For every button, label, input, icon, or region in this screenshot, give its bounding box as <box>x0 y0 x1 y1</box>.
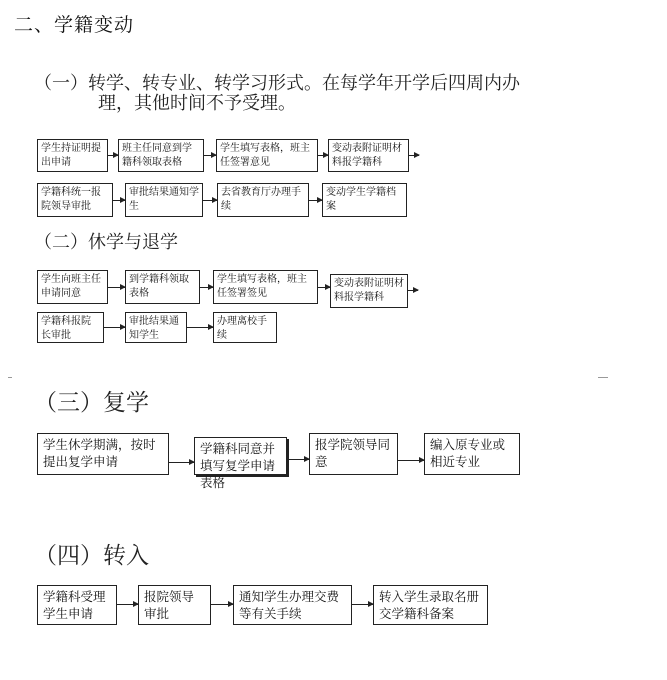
flow-box: 到学籍科领取表格 <box>125 270 200 304</box>
page-break-mark <box>8 377 12 378</box>
flow-box: 变动学生学籍档案 <box>322 183 407 217</box>
section-2-title: （二）休学与退学 <box>34 232 178 253</box>
flow-box: 学籍科统一报院领导审批 <box>37 183 113 217</box>
flow-arrow <box>318 287 330 288</box>
flow-box: 审批结果通知学生 <box>125 183 203 217</box>
flow-arrow <box>108 155 118 156</box>
flow-box: 转入学生录取名册交学籍科备案 <box>373 585 488 625</box>
flow-box: 通知学生办理交费等有关手续 <box>233 585 352 625</box>
flow-arrow <box>187 327 213 328</box>
section-1-title-line1: （一）转学、转专业、转学习形式。在每学年开学后四周内办 <box>34 73 520 94</box>
flow-arrow <box>318 155 328 156</box>
flow-arrow <box>169 462 194 463</box>
flow-arrow <box>117 604 138 605</box>
flow-box: 报学院领导同意 <box>309 433 398 475</box>
flow-box: 学生填写表格，班主任签署意见 <box>216 139 318 172</box>
flow-arrow <box>108 287 125 288</box>
flow-box: 学生持证明提出申请 <box>37 139 108 172</box>
flow-box: 编入原专业或相近专业 <box>424 433 520 475</box>
flow-box: 学生休学期满，按时提出复学申请 <box>37 433 169 475</box>
flow-box: 办理离校手续 <box>213 312 277 343</box>
flow-box: 学籍科受理学生申请 <box>37 585 117 625</box>
flow-arrow <box>211 604 233 605</box>
flow-arrow <box>309 200 322 201</box>
flow-box: 班主任同意到学籍科领取表格 <box>118 139 204 172</box>
flow-arrow <box>203 200 217 201</box>
flow-arrow <box>398 460 424 461</box>
flow-box: 学籍科同意并填写复学申请表格 <box>194 437 287 475</box>
section-4-title: （四）转入 <box>34 543 149 569</box>
flow-arrow <box>352 604 373 605</box>
flow-arrow <box>113 200 125 201</box>
flow-box: 学生填写表格，班主任签署签见 <box>213 270 318 304</box>
flow-box: 变动表附证明材料报学籍科 <box>328 139 409 172</box>
flow-arrow <box>408 290 418 291</box>
section-3-title: （三）复学 <box>34 390 149 416</box>
flow-arrow <box>204 155 216 156</box>
flow-arrow <box>104 327 125 328</box>
flow-box: 审批结果通知学生 <box>125 312 187 343</box>
flow-box: 学生向班主任申请同意 <box>37 270 108 304</box>
flow-box: 学籍科报院长审批 <box>37 312 104 343</box>
flow-arrow <box>200 287 213 288</box>
flow-arrow <box>409 155 419 156</box>
page-heading: 二、学籍变动 <box>14 14 135 36</box>
page-break-mark <box>598 377 608 378</box>
flow-arrow <box>289 459 309 460</box>
flow-box: 去省教育厅办理手续 <box>217 183 309 217</box>
flow-box: 变动表附证明材料报学籍科 <box>330 274 408 308</box>
flow-box: 报院领导审批 <box>138 585 211 625</box>
section-1-title-line2: 理，其他时间不予受理。 <box>98 93 296 114</box>
